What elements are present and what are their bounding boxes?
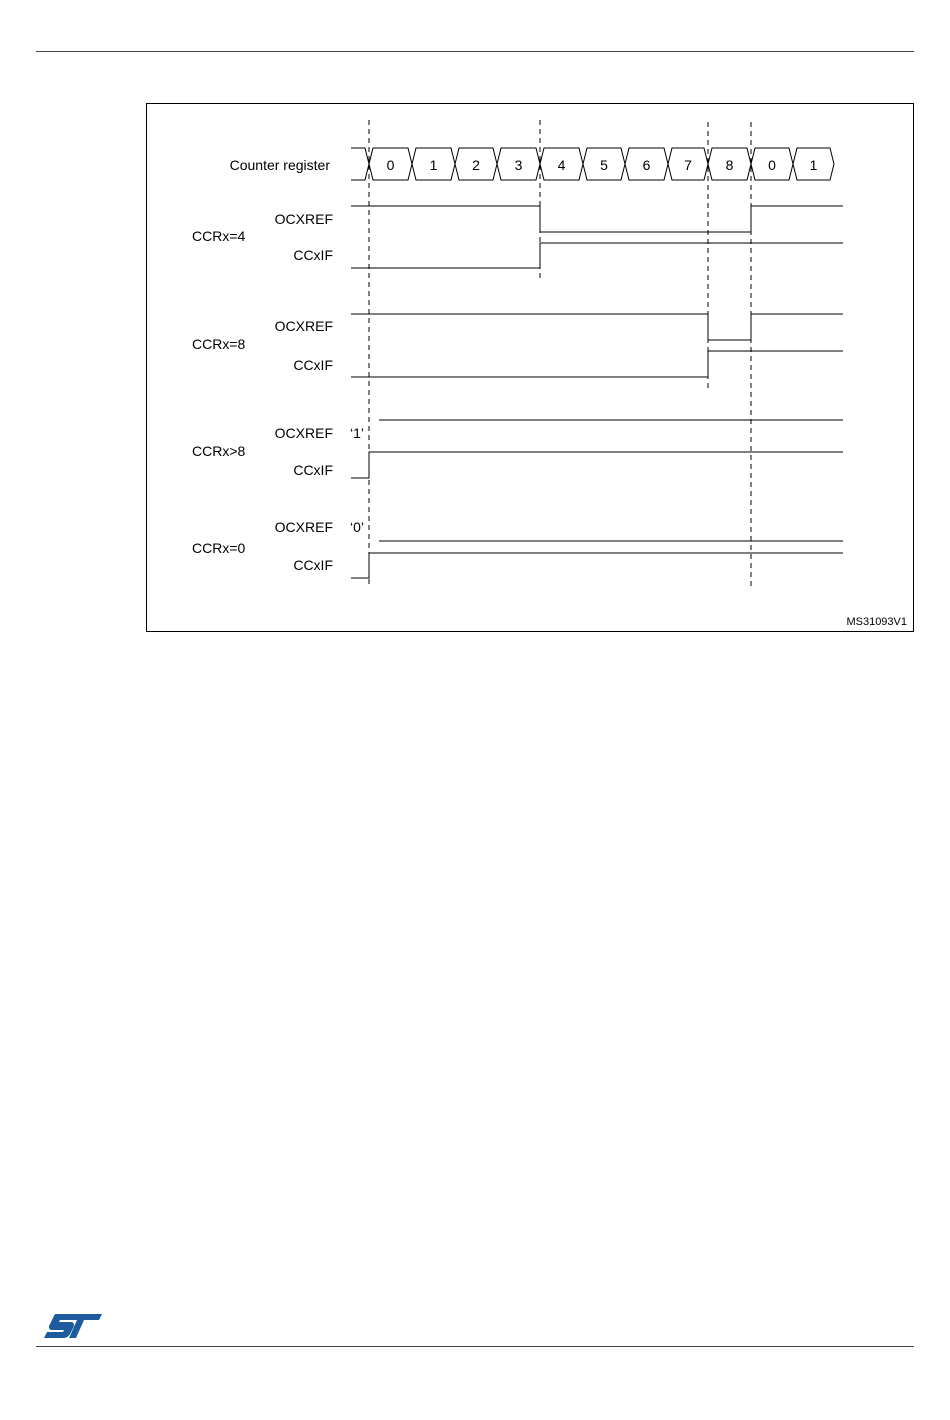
- sync-markers: [369, 120, 751, 588]
- ocxref-label-ccrx-eq-8: OCXREF: [274, 318, 333, 334]
- st-logo: [44, 1311, 102, 1341]
- counter-value: 0: [386, 157, 395, 173]
- counter-value: 2: [472, 157, 480, 173]
- ocxref-label-ccrx-eq-4: OCXREF: [274, 211, 333, 227]
- counter-value: 8: [725, 157, 734, 173]
- group-condition-ccrx-gt-8: CCRx>8: [192, 443, 246, 459]
- ccxif-label-ccrx-eq-8: CCxIF: [293, 357, 333, 373]
- ocxref-wave-ccrx-eq-8: [351, 314, 843, 340]
- timing-diagram: [0, 0, 950, 700]
- group-condition-ccrx-eq-4: CCRx=4: [192, 228, 246, 244]
- ccxif-wave-ccrx-eq-0: [351, 553, 843, 578]
- ocxref-wave-ccrx-eq-4: [351, 206, 843, 232]
- counter-register-bus: [351, 148, 834, 180]
- counter-register-label: Counter register: [229, 157, 330, 173]
- footer-rule: [36, 1346, 914, 1347]
- group-condition-ccrx-eq-0: CCRx=0: [192, 540, 246, 556]
- counter-value: 4: [557, 157, 566, 173]
- counter-value: 7: [684, 157, 692, 173]
- ocxref-constant-one: ‘1’: [350, 425, 365, 441]
- ccxif-wave-ccrx-eq-8: [351, 351, 843, 377]
- figure-id: MS31093V1: [846, 616, 907, 628]
- ccxif-label-ccrx-gt-8: CCxIF: [293, 462, 333, 478]
- counter-value: 5: [600, 157, 608, 173]
- counter-value: 6: [642, 157, 651, 173]
- group-condition-ccrx-eq-8: CCRx=8: [192, 336, 246, 352]
- counter-bus-lead-in: [351, 148, 369, 180]
- counter-value: 3: [514, 157, 523, 173]
- ccxif-wave-ccrx-eq-4: [351, 243, 843, 268]
- ocxref-label-ccrx-gt-8: OCXREF: [274, 425, 333, 441]
- counter-value: 0: [768, 157, 776, 173]
- ccxif-label-ccrx-eq-0: CCxIF: [293, 557, 333, 573]
- counter-value: 1: [809, 157, 818, 173]
- ccxif-label-ccrx-eq-4: CCxIF: [293, 247, 333, 263]
- ocxref-label-ccrx-eq-0: OCXREF: [274, 519, 333, 535]
- ccxif-wave-ccrx-gt-8: [351, 452, 843, 478]
- waveforms: [351, 206, 843, 578]
- ocxref-constant-zero: ‘0’: [350, 519, 365, 535]
- counter-value: 1: [429, 157, 438, 173]
